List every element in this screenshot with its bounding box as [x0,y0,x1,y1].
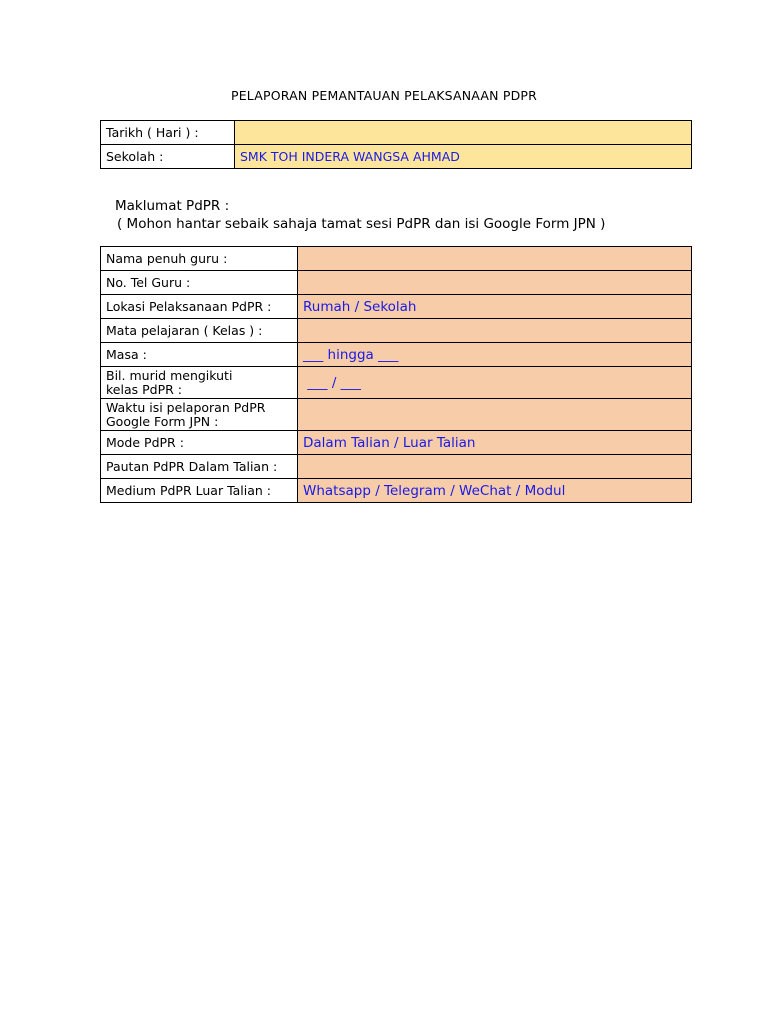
online-link-field[interactable] [298,455,692,479]
student-count-label-line1: Bil. murid mengikuti [106,367,233,383]
table-row [101,121,692,145]
table-row [101,455,692,479]
time-field[interactable]: ___ hingga ___ [298,343,692,367]
table-row [101,295,692,319]
table-row [101,367,692,399]
mode-label: Mode PdPR : [101,431,298,455]
time-label: Masa : [101,343,298,367]
table-row [101,247,692,271]
school-field[interactable]: SMK TOH INDERA WANGSA AHMAD [235,145,692,169]
location-field[interactable]: Rumah / Sekolah [298,295,692,319]
header-table [100,120,692,169]
table-row [101,479,692,503]
report-time-label-line2: Google Form JPN : [106,413,219,429]
teacher-name-label: Nama penuh guru : [101,247,298,271]
info-note: ( Mohon hantar sebaik sahaja tamat sesi PdPR dan isi Google Form JPN ) [117,216,606,232]
report-time-field[interactable] [298,399,692,431]
date-field[interactable] [235,121,692,145]
info-section [115,197,605,233]
school-label: Sekolah : [101,145,235,169]
table-row [101,431,692,455]
report-time-label-line1: Waktu isi pelaporan PdPR [106,399,266,415]
teacher-name-field[interactable] [298,247,692,271]
table-row [101,271,692,295]
table-row [101,399,692,431]
table-row [101,343,692,367]
offline-medium-field[interactable]: Whatsapp / Telegram / WeChat / Modul [298,479,692,503]
student-count-field[interactable]: ___ / ___ [298,367,692,399]
table-row [101,145,692,169]
date-label: Tarikh ( Hari ) : [101,121,235,145]
student-count-label-line2: kelas PdPR : [106,381,182,397]
mode-field[interactable]: Dalam Talian / Luar Talian [298,431,692,455]
online-link-label: Pautan PdPR Dalam Talian : [101,455,298,479]
report-time-label [101,399,298,431]
location-label: Lokasi Pelaksanaan PdPR : [101,295,298,319]
info-heading: Maklumat PdPR : [115,198,230,214]
subject-label: Mata pelajaran ( Kelas ) : [101,319,298,343]
offline-medium-label: Medium PdPR Luar Talian : [101,479,298,503]
table-row [101,319,692,343]
teacher-phone-field[interactable] [298,271,692,295]
details-table [100,246,692,503]
page-title: PELAPORAN PEMANTAUAN PELAKSANAAN PDPR [230,88,538,103]
student-count-label [101,367,298,399]
teacher-phone-label: No. Tel Guru : [101,271,298,295]
subject-field[interactable] [298,319,692,343]
